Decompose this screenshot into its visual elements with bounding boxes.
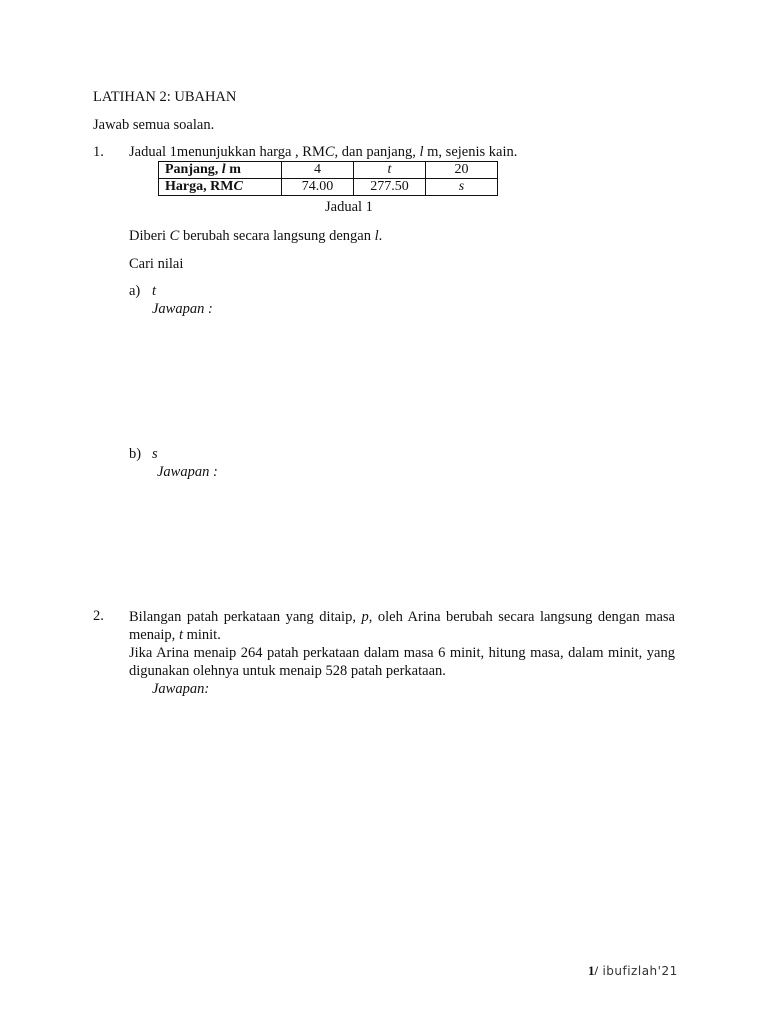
table-caption: Jadual 1 bbox=[325, 199, 373, 215]
page-footer bbox=[588, 963, 678, 979]
q2-number: 2. bbox=[93, 608, 104, 624]
table-row bbox=[159, 179, 498, 196]
q1-find: Cari nilai bbox=[129, 256, 184, 272]
row-label-panjang: Panjang, l m bbox=[159, 162, 282, 179]
part-b-variable: s bbox=[152, 446, 158, 462]
part-a-label: a) bbox=[129, 283, 141, 299]
table-cell: 277.50 bbox=[354, 179, 426, 196]
q1-given: Diberi C berubah secara langsung dengan l. bbox=[129, 228, 383, 244]
row-label-harga: Harga, RMC bbox=[159, 179, 282, 196]
part-b-label: b) bbox=[129, 446, 142, 462]
part-b-answer-label: Jawapan : bbox=[157, 464, 218, 480]
part-a-answer-label: Jawapan : bbox=[152, 301, 213, 317]
part-a-variable: t bbox=[152, 283, 157, 299]
page-number: 1/ bbox=[588, 963, 599, 978]
author-signature: ibufizlah'21 bbox=[598, 964, 678, 978]
instruction: Jawab semua soalan. bbox=[93, 117, 215, 133]
jadual-1-table bbox=[158, 161, 498, 196]
table-cell: 74.00 bbox=[282, 179, 354, 196]
table-cell: t bbox=[354, 162, 426, 179]
table-row bbox=[159, 162, 498, 179]
table-cell: 20 bbox=[426, 162, 498, 179]
q1-intro: Jadual 1menunjukkan harga , RMC, dan panjang, l m, sejenis kain. bbox=[129, 144, 518, 160]
q2-text: Bilangan patah perkataan yang ditaip, p, oleh Arina berubah secara langsung dengan masa menaip, t minit. Jika Arina menaip 264 patah perkataan dalam masa 6 minit, hitung masa, dalam minit, yang digunakan olehnya untuk menaip 528 patah perkataan. bbox=[129, 609, 675, 679]
q1-number: 1. bbox=[93, 144, 104, 160]
worksheet-title: LATIHAN 2: UBAHAN bbox=[93, 89, 237, 105]
q2-answer-label: Jawapan: bbox=[152, 681, 210, 697]
table-cell: s bbox=[426, 179, 498, 196]
table-cell: 4 bbox=[282, 162, 354, 179]
